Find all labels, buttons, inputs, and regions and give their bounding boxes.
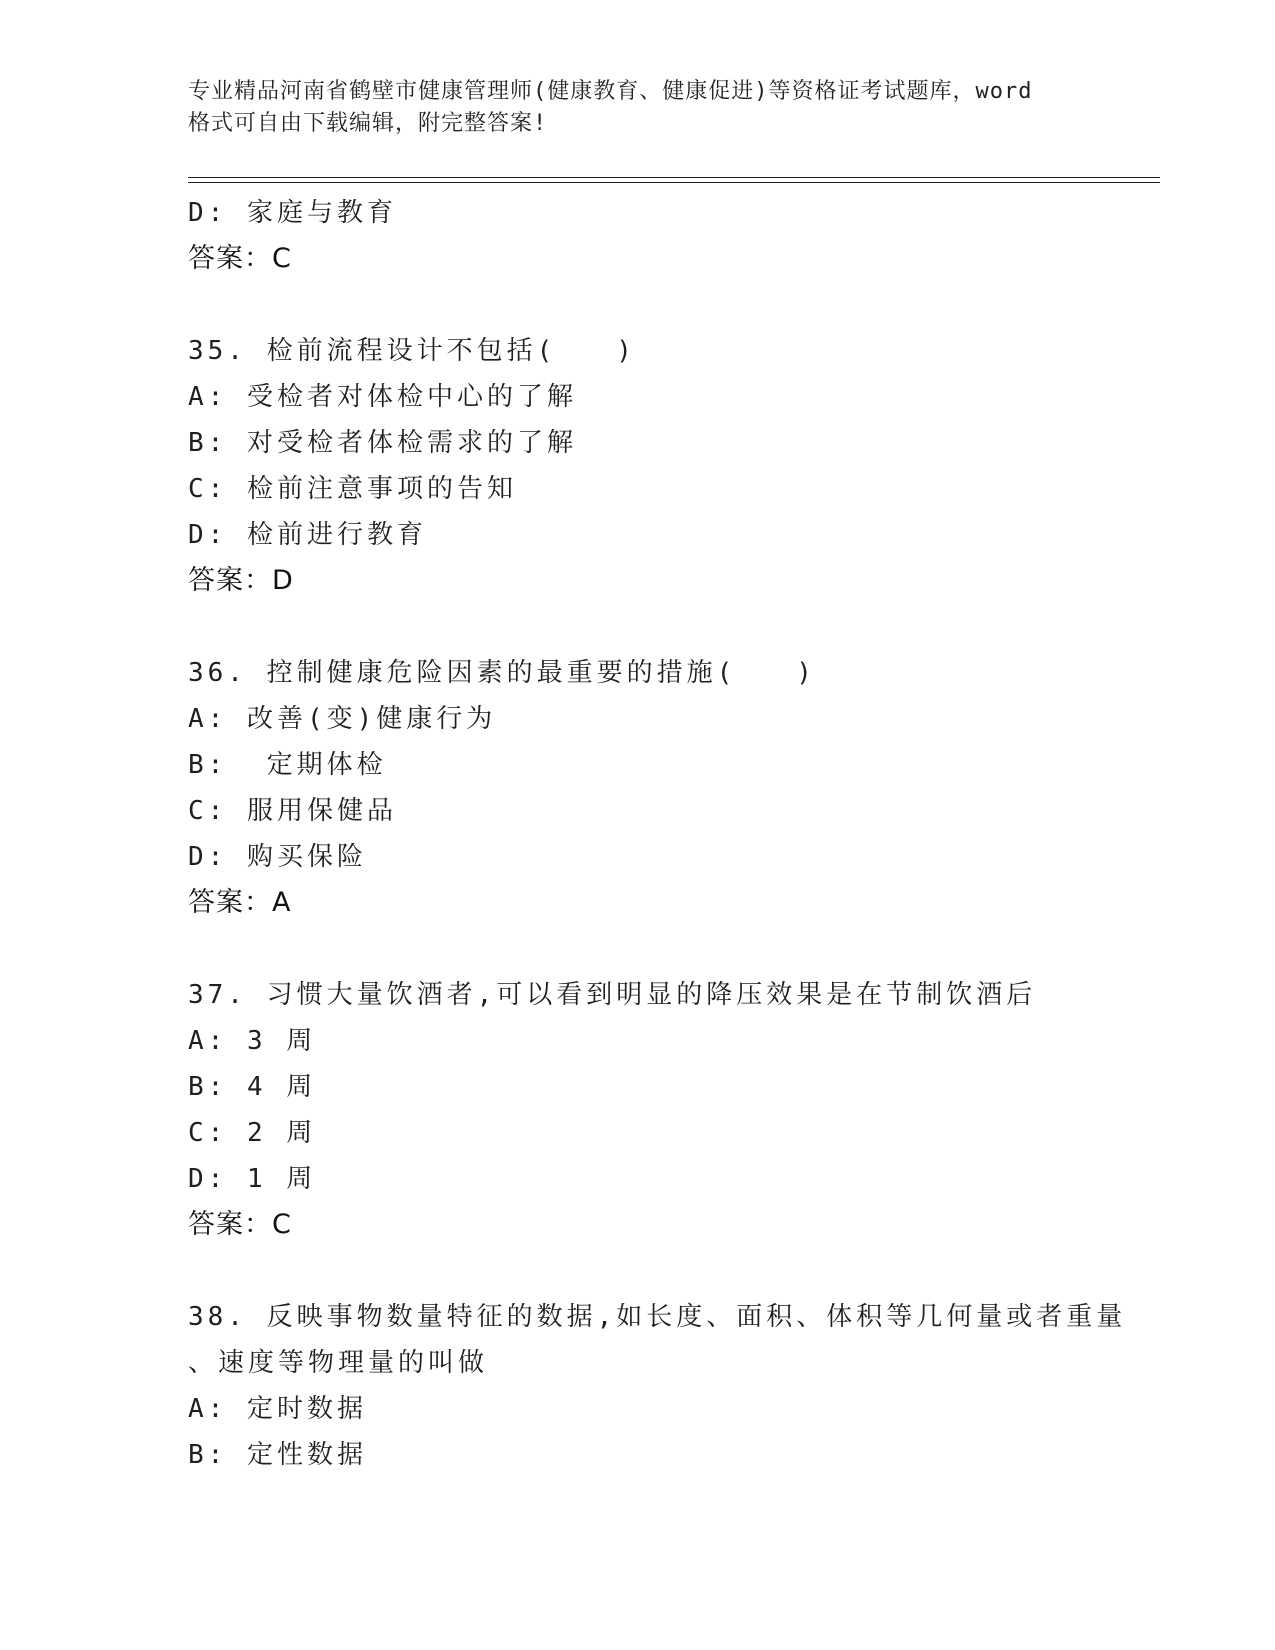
- header-rule-top: [188, 177, 1160, 178]
- option-d: D: 家庭与教育: [188, 198, 397, 228]
- option-b: B: 对受检者体检需求的了解: [188, 428, 577, 458]
- question-37: [188, 972, 1168, 1248]
- option-c: C: 2 周: [188, 1118, 317, 1148]
- answer-line: 答案：C: [188, 1209, 292, 1240]
- option-c: C: 检前注意事项的告知: [188, 474, 517, 504]
- answer-line: 答案：D: [188, 565, 294, 596]
- header-rule-bottom: [188, 182, 1160, 183]
- question-stem: 35. 检前流程设计不包括( ): [188, 336, 636, 366]
- spacer: [188, 926, 1168, 972]
- spacer: [188, 1248, 1168, 1294]
- option-d: D: 检前进行教育: [188, 520, 427, 550]
- option-b: B: 定性数据: [188, 1440, 367, 1470]
- option-d: D: 1 周: [188, 1164, 317, 1194]
- question-stem: 38. 反映事物数量特征的数据,如长度、面积、体积等几何量或者重量: [188, 1302, 1127, 1332]
- option-a: A: 定时数据: [188, 1394, 367, 1424]
- spacer: [188, 282, 1168, 328]
- option-d: D: 购买保险: [188, 842, 367, 872]
- question-stem: 36. 控制健康危险因素的最重要的措施( ): [188, 658, 816, 688]
- question-stem: 37. 习惯大量饮酒者,可以看到明显的降压效果是在节制饮酒后: [188, 980, 1037, 1010]
- option-b: B: 4 周: [188, 1072, 317, 1102]
- option-b: B: 定期体检: [188, 750, 387, 780]
- option-a: A: 3 周: [188, 1026, 317, 1056]
- option-a: A: 受检者对体检中心的了解: [188, 382, 577, 412]
- answer-line: 答案：C: [188, 243, 292, 274]
- option-c: C: 服用保健品: [188, 796, 397, 826]
- option-a: A: 改善(变)健康行为: [188, 704, 497, 734]
- document-header: [188, 76, 1088, 140]
- question-36: [188, 650, 1168, 926]
- answer-line: 答案：A: [188, 887, 292, 918]
- question-list: [188, 190, 1168, 1478]
- spacer: [188, 604, 1168, 650]
- question-35: [188, 328, 1168, 604]
- header-line-2: 格式可自由下载编辑，附完整答案!: [188, 111, 548, 136]
- question-stem-continued: 、速度等物理量的叫做: [188, 1348, 489, 1378]
- header-line-1: 专业精品河南省鹤壁市健康管理师(健康教育、健康促进)等资格证考试题库，word: [188, 79, 1033, 104]
- question-38: [188, 1294, 1168, 1478]
